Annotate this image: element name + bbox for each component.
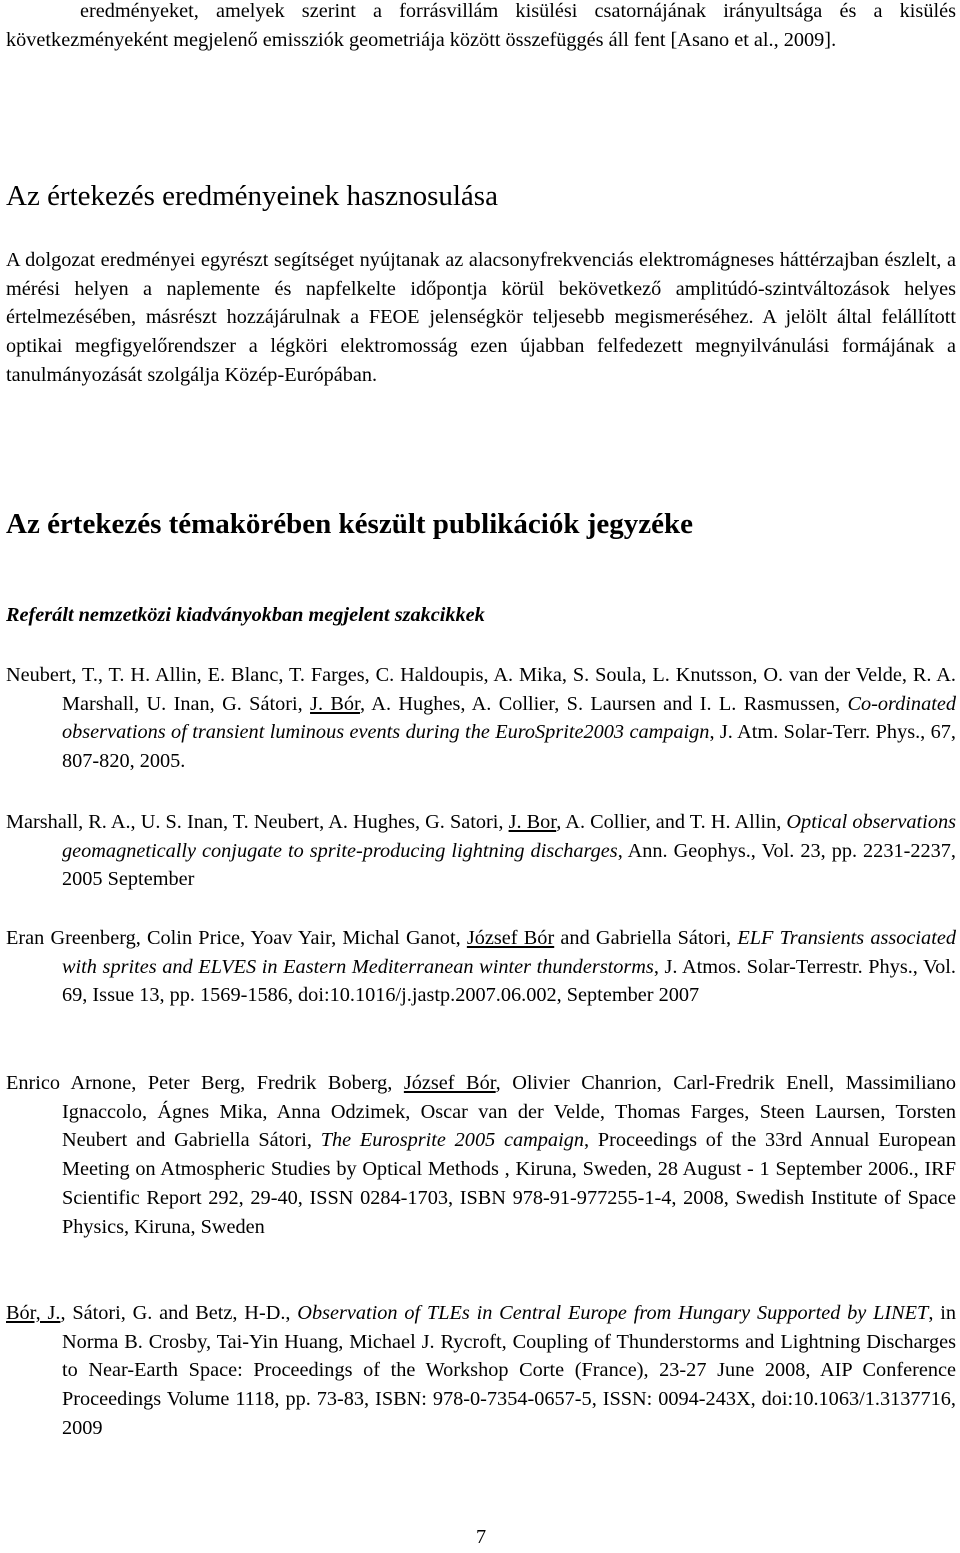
reference-item: Marshall, R. A., U. S. Inan, T. Neubert, A. Hughes, G. Satori, J. Bor, A. Collier, and T. H. Allin, Optical observations geomagnetically conjugate to sprite-producing lightning discharges, Ann. Geophys., Vol. 23, pp. 2231-2237, 2005 September [6,811,956,891]
reference-title: ELF Transients associated with sprites and ELVES in Eastern Mediterranean winter thunderstorms [62,927,956,978]
page-number: 7 [476,1526,487,1548]
reference-author-highlight: Bór, J. [6,1302,61,1324]
reference-item: Bór, J., Sátori, G. and Betz, H-D., Observation of TLEs in Central Europe from Hungary Supported by LINET, in Norma B. Crosby, Tai-Yin Huang, Michael J. Rycroft, Coupling of Thunderstorms and Lightning Discharges to Near-Earth Space: Proceedings of the Workshop Corte (France), 23-27 June 2008, AIP Conference Proceedings Volume 1118, pp. 73-83, ISBN: 978-0-7354-0657-5, ISSN: 0094-243X, doi:10.1063/1.3137716, 2009 [6,1302,956,1439]
reference-author-highlight: J. Bór [310,692,360,715]
section-title-publikaciok: Az értekezés témakörében készült publikációk jegyzéke [6,508,694,540]
intro-paragraph: eredményeket, amelyek szerint a forrásvillám kisülési csatornájának irányultsága és a kisülés következményeként megjelenő emissziók geometriája között összefüggés áll fent [Asano et al., 2009]. [6,0,956,51]
section-title-hasznosulas: Az értekezés eredményeinek hasznosulása [6,180,498,212]
reference-author-highlight: József Bór [466,927,555,949]
reference-title: The Eurosprite 2005 campaign [320,1129,584,1152]
reference-title: Optical observations geomagnetically conjugate to sprite-producing lightning discharges [62,811,956,862]
reference-item: Eran Greenberg, Colin Price, Yoav Yair, Michal Ganot, József Bór and Gabriella Sátori, ELF Transients associated with sprites and ELVES in Eastern Mediterranean winter thunderstorms, J. Atmos. Solar-Terrestr. Phys., Vol. 69, Issue 13, pp. 1569-1586, doi:10.1016/j.jastp.2007.06.002, September 2007 [6,927,956,1007]
reference-title: Co-ordinated observations of transient luminous events during the EuroSprite2003 campaign [62,692,956,744]
reference-item: Enrico Arnone, Peter Berg, Fredrik Boberg, József Bór, Olivier Chanrion, Carl-Fredrik Enell, Massimiliano Ignaccolo, Ágnes Mika, Anna Odzimek, Oscar van der Velde, Thomas Farges, Steen Laursen, Torsten Neubert and Gabriella Sátori, The Eurosprite 2005 campaign, Proceedings of the 33rd Annual European Meeting on Atmospheric Studies by Optical Methods , Kiruna, Sweden, 28 August - 1 September 2006., IRF Scientific Report 292, 29-40, ISSN 0284-1703, ISBN 978-91-977255-1-4, 2008, Swedish Institute of Space Physics, Kiruna, Sweden [6,1072,956,1238]
reference-item: Neubert, T., T. H. Allin, E. Blanc, T. Farges, C. Haldoupis, A. Mika, S. Soula, L. Knutsson, O. van der Velde, R. A. Marshall, U. Inan, G. Sátori, J. Bór, A. Hughes, A. Collier, S. Laursen and I. L. Rasmussen, Co-ordinated observations of transient luminous events during the EuroSprite2003 campaign, J. Atm. Solar-Terr. Phys., 67, 807-820, 2005. [6,664,956,773]
reference-title: Observation of TLEs in Central Europe from Hungary Supported by LINET [297,1302,929,1324]
reference-author-highlight: J. Bor [508,811,557,833]
reference-author-highlight: József Bór [403,1072,496,1094]
section-subtitle-publikaciok: Referált nemzetközi kiadványokban megjelent szakcikkek [6,604,485,626]
section-body-hasznosulas: A dolgozat eredményei egyrészt segítséget nyújtanak az alacsonyfrekvenciás elektromágneses háttérzajban észlelt, a mérési helyen a naplemente és napfelkelte időpontja körül bekövetkező amplitúdó-szintváltozások helyes értelmezésében, másrészt hozzájárulnak a FEOE jelenségkör teljesebb megismeréséhez. A jelölt által felállított optikai megfigyelőrendszer a légköri elektromosság ezen újabban felfedezett megnyilvánulási formájának a tanulmányozását szolgálja Közép-Európában. [6,249,956,386]
